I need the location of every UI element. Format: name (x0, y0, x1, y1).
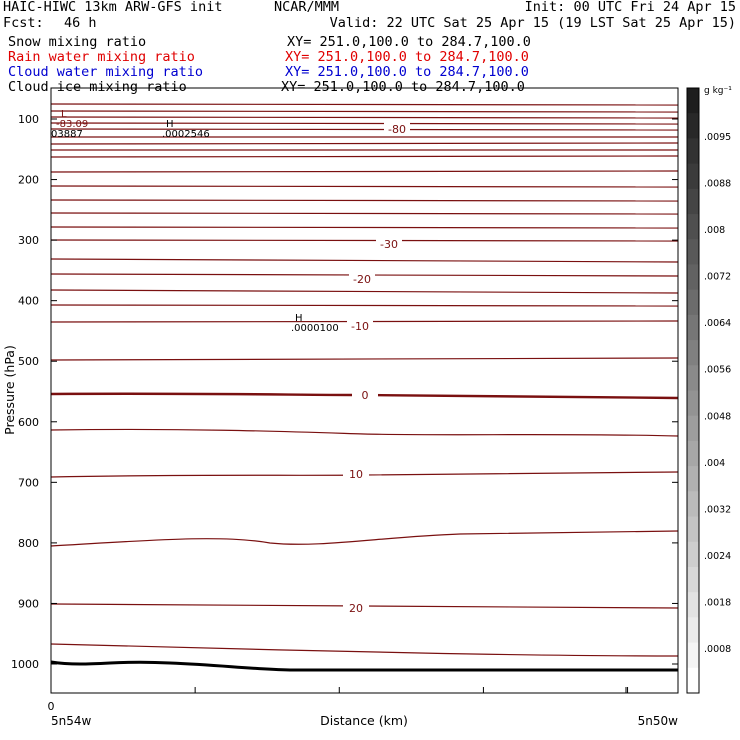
field-name-snow: Snow mixing ratio (8, 34, 147, 50)
colorbar-tick-label: .0032 (704, 504, 732, 516)
colorbar-swatch (687, 592, 699, 618)
colorbar (687, 88, 731, 694)
isotherm-label: 20 (349, 602, 363, 615)
terrain-surface (51, 662, 678, 670)
colorbar-tick-label: .0064 (704, 318, 732, 330)
colorbar-tick-label: .004 (704, 457, 726, 469)
colorbar-swatch (687, 138, 699, 164)
valid-time: Valid: 22 UTC Sat 25 Apr 15 (19 LST Sat 25 Apr 15) (329, 15, 736, 31)
x-start-tick-label: 0 (47, 700, 55, 713)
isotherm-line (51, 259, 678, 262)
edge-value: 03887 (51, 129, 83, 140)
isotherm-line (51, 111, 678, 112)
y-tick-label: 900 (18, 597, 39, 611)
high-marker: H (166, 119, 174, 130)
isotherm-line (51, 143, 678, 144)
x-axis (51, 687, 628, 693)
field-xy-cloudice: XY= 251.0,100.0 to 284.7,100.0 (281, 79, 525, 95)
colorbar-swatch (687, 315, 699, 341)
isotherm-line (51, 213, 678, 214)
org-label: NCAR/MMM (274, 0, 340, 15)
colorbar-tick-label: .0072 (704, 271, 732, 283)
y-axis-label: Pressure (hPa) (2, 345, 17, 435)
isotherm-label: -10 (351, 320, 369, 333)
colorbar-swatch (687, 542, 699, 568)
colorbar-swatch (687, 391, 699, 417)
field-xy-rain: XY= 251.0,100.0 to 284.7,100.0 (285, 49, 529, 65)
y-tick-label: 600 (18, 415, 39, 429)
colorbar-swatch (687, 668, 699, 694)
colorbar-swatch (687, 264, 699, 290)
annotations (51, 109, 339, 334)
high-value-2: .0000100 (291, 323, 339, 334)
y-tick-label: 500 (18, 355, 39, 369)
colorbar-tick-label: .0056 (704, 364, 732, 376)
high-value: .0002546 (162, 129, 210, 140)
x-axis-label: Distance (km) (320, 713, 408, 728)
colorbar-swatch (687, 416, 699, 442)
isotherm-line (51, 240, 678, 241)
colorbar-swatch (687, 189, 699, 215)
colorbar-tick-label: .0048 (704, 411, 732, 423)
y-tick-label: 200 (18, 173, 39, 187)
isotherm-line (51, 186, 678, 187)
colorbar-swatch (687, 617, 699, 643)
y-tick-label: 400 (18, 294, 39, 308)
isotherm-line (51, 123, 678, 124)
colorbar-swatch (687, 567, 699, 593)
colorbar-swatch (687, 214, 699, 240)
y-tick-label: 800 (18, 536, 39, 550)
colorbar-tick-label: .0008 (704, 644, 732, 655)
field-xy-cloudwater: XY= 251.0,100.0 to 284.7,100.0 (285, 64, 529, 80)
colorbar-swatch (687, 441, 699, 467)
colorbar-swatch (687, 340, 699, 366)
low-marker: L (61, 109, 67, 120)
isotherm-line (51, 171, 678, 172)
colorbar-tick-label: .008 (704, 225, 726, 237)
forecast-hours: 46 h (64, 15, 97, 31)
x-left-location-label: 5n54w (51, 714, 92, 728)
isotherm-label: -20 (353, 273, 371, 286)
colorbar-tick-label: .0018 (704, 597, 732, 609)
field-name-cloudice: Cloud ice mixing ratio (8, 79, 187, 95)
isotherm-line (51, 129, 678, 130)
field-name-rain: Rain water mixing ratio (8, 49, 195, 65)
terrain-line (51, 662, 678, 670)
isotherm-line (51, 305, 678, 306)
colorbar-swatch (687, 290, 699, 316)
colorbar-swatch (687, 113, 699, 139)
isotherm-line (51, 104, 678, 105)
colorbar-unit: g kg⁻¹ (704, 86, 732, 96)
isotherm-line (51, 156, 678, 157)
field-xy-snow: XY= 251.0,100.0 to 284.7,100.0 (287, 34, 531, 50)
y-tick-label: 1000 (11, 658, 39, 671)
colorbar-swatch (687, 466, 699, 492)
colorbar-tick-label: .0088 (704, 178, 732, 190)
colorbar-swatch (687, 643, 699, 669)
isotherm-label: 0 (361, 389, 369, 402)
y-tick-label: 300 (18, 234, 39, 248)
y-tick-label: 700 (18, 476, 39, 490)
forecast-label: Fcst: (3, 15, 44, 31)
isotherm-line (51, 227, 678, 228)
isotherm-line (51, 290, 678, 293)
model-title: HAIC-HIWC 13km ARW-GFS init (3, 0, 223, 15)
isotherm-label: 10 (349, 468, 363, 481)
isotherm-line (51, 358, 678, 360)
colorbar-tick-label: .0024 (704, 550, 732, 562)
colorbar-swatch (687, 164, 699, 190)
high-marker-2: H (295, 313, 303, 324)
isotherm-line (51, 429, 678, 436)
isotherm-label: -30 (380, 238, 398, 251)
colorbar-swatch (687, 88, 699, 114)
low-value: -83.09 (56, 119, 89, 130)
colorbar-tick-label: .0095 (704, 132, 732, 143)
y-tick-label: 100 (18, 113, 39, 126)
init-time: Init: 00 UTC Fri 24 Apr 15 (524, 0, 736, 15)
colorbar-swatch (687, 365, 699, 391)
y-axis (11, 113, 678, 671)
isotherm-line (51, 644, 678, 656)
isotherm-line (51, 531, 678, 546)
colorbar-swatch (687, 239, 699, 265)
field-name-cloudwater: Cloud water mixing ratio (8, 64, 204, 80)
x-right-location-label: 5n50w (637, 714, 678, 728)
colorbar-swatch (687, 517, 699, 543)
isotherm-label: -80 (388, 123, 406, 136)
isotherm-line (51, 117, 678, 118)
colorbar-swatch (687, 491, 699, 517)
isotherm-contours (51, 104, 678, 656)
isotherm-line (51, 200, 678, 201)
